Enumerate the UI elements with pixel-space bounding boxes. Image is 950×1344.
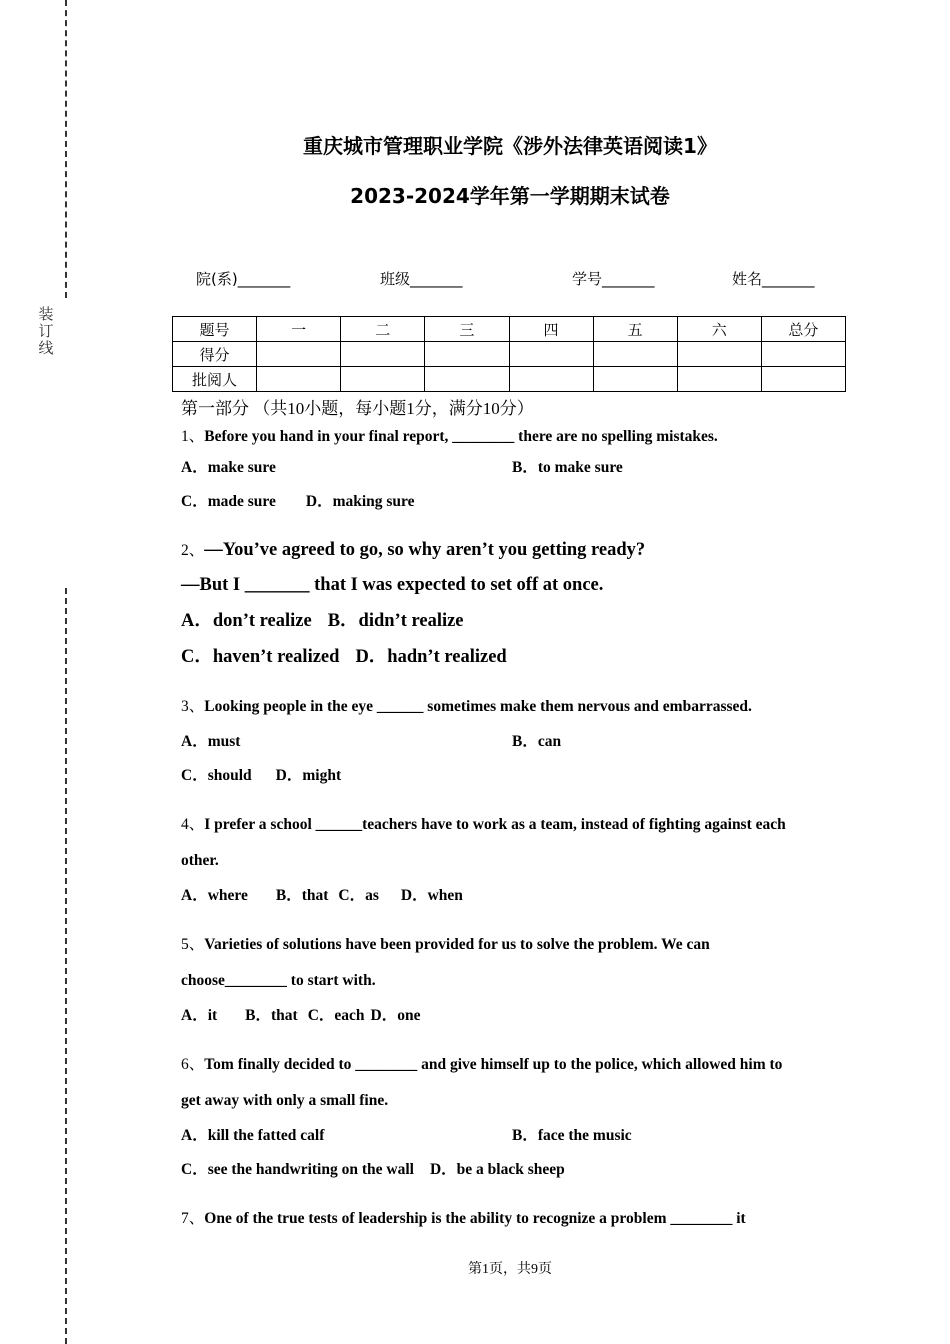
option-b: B．that xyxy=(275,887,329,904)
question-6 xyxy=(181,1047,841,1083)
question-number: 6、 xyxy=(181,1056,205,1073)
exam-title-line1: 重庆城市管理职业学院《涉外法律英语阅读1》 xyxy=(303,134,717,158)
option-d: D．making sure xyxy=(305,493,415,510)
page-footer: 第1页，共9页 xyxy=(468,1262,552,1277)
option-d: D．hadn’t realized xyxy=(355,647,507,667)
question-2 xyxy=(181,533,841,568)
question-5 xyxy=(181,927,841,963)
score-cell xyxy=(761,342,845,367)
option-d: D．be a black sheep xyxy=(429,1161,565,1178)
option-c: C．see the handwriting on the wall xyxy=(181,1161,414,1178)
question-4-cont: other. xyxy=(181,852,219,869)
score-cell xyxy=(593,342,677,367)
question-stem: Before you hand in your final report, ________ there are no spelling mistakes. xyxy=(204,428,718,445)
options-row xyxy=(181,485,841,519)
header-cell: 题号 xyxy=(173,317,257,342)
grader-cell xyxy=(593,367,677,392)
options-row xyxy=(181,1153,841,1187)
section-heading: 第一部分 （共10小题，每小题1分，满分10分） xyxy=(181,399,534,418)
option-b: B．to make sure xyxy=(512,459,623,476)
question-number: 2、 xyxy=(181,542,205,559)
question-stem: Tom finally decided to ________ and give himself up to the police, which allowed him to xyxy=(204,1056,783,1073)
options-row xyxy=(181,1119,841,1153)
grader-cell xyxy=(341,367,425,392)
question-number: 1、 xyxy=(181,428,205,445)
binding-label: 装订线 xyxy=(38,305,54,357)
option-a: A．where xyxy=(181,887,248,904)
score-cell xyxy=(425,342,509,367)
exam-content xyxy=(181,394,841,1237)
class-field: 班级_______ xyxy=(380,270,463,288)
question-stem: Looking people in the eye ______ sometimes make them nervous and embarrassed. xyxy=(204,698,752,715)
question-stem: One of the true tests of leadership is the ability to recognize a problem ________ it xyxy=(204,1210,746,1227)
question-7 xyxy=(181,1201,841,1237)
score-table-header xyxy=(173,317,846,342)
header-cell: 二 xyxy=(341,317,425,342)
question-2-line2: —But I _______ that I was expected to set off at once. xyxy=(181,575,604,595)
options-row xyxy=(181,759,841,793)
question-stem: Varieties of solutions have been provided for us to solve the problem. We can xyxy=(204,936,710,953)
option-c: C．should xyxy=(181,767,252,784)
question-stem: —You’ve agreed to go, so why aren’t you getting ready? xyxy=(204,540,646,560)
question-number: 4、 xyxy=(181,816,205,833)
student-info-row xyxy=(196,268,836,292)
question-6-cont: get away with only a small fine. xyxy=(181,1092,389,1109)
options-row xyxy=(181,999,841,1033)
binding-line-bottom xyxy=(65,588,67,1344)
row-label: 批阅人 xyxy=(173,367,257,392)
option-c: C．as xyxy=(338,887,379,904)
option-b: B．face the music xyxy=(512,1127,632,1144)
score-table xyxy=(172,316,846,392)
question-5-cont: choose________ to start with. xyxy=(181,972,376,989)
options-row xyxy=(181,639,841,675)
header-cell: 五 xyxy=(593,317,677,342)
score-cell xyxy=(509,342,593,367)
header-cell: 三 xyxy=(425,317,509,342)
option-b: B．didn’t realize xyxy=(327,611,464,631)
department-field: 院(系)_______ xyxy=(196,270,291,288)
grader-cell xyxy=(761,367,845,392)
name-field: 姓名_______ xyxy=(732,270,815,288)
question-number: 5、 xyxy=(181,936,205,953)
option-c: C．made sure xyxy=(181,493,276,510)
option-a: A．it xyxy=(181,1007,218,1024)
option-b: B．that xyxy=(245,1007,298,1024)
question-3 xyxy=(181,689,841,725)
exam-title-line2: 2023-2024学年第一学期期末试卷 xyxy=(350,184,670,208)
option-d: D．when xyxy=(400,887,463,904)
options-row xyxy=(181,603,841,639)
score-cell xyxy=(677,342,761,367)
student-id-field: 学号_______ xyxy=(572,270,655,288)
question-4 xyxy=(181,807,841,843)
question-number: 3、 xyxy=(181,698,205,715)
score-cell xyxy=(341,342,425,367)
grader-row xyxy=(173,367,846,392)
option-a: A．kill the fatted calf xyxy=(181,1127,325,1144)
header-cell: 六 xyxy=(677,317,761,342)
option-a: A．make sure xyxy=(181,459,276,476)
grader-cell xyxy=(677,367,761,392)
question-number: 7、 xyxy=(181,1210,205,1227)
score-cell xyxy=(257,342,341,367)
score-row xyxy=(173,342,846,367)
options-row xyxy=(181,725,841,759)
option-b: B．can xyxy=(512,733,562,750)
header-cell: 四 xyxy=(509,317,593,342)
grader-cell xyxy=(257,367,341,392)
grader-cell xyxy=(509,367,593,392)
header-cell: 总分 xyxy=(761,317,845,342)
option-a: A．don’t realize xyxy=(181,611,312,631)
option-c: C．each xyxy=(307,1007,365,1024)
options-row xyxy=(181,451,841,485)
question-stem: I prefer a school ______teachers have to work as a team, instead of fighting against each xyxy=(204,816,786,833)
option-d: D．one xyxy=(370,1007,421,1024)
option-a: A．must xyxy=(181,733,241,750)
option-d: D．might xyxy=(275,767,342,784)
header-cell: 一 xyxy=(257,317,341,342)
question-1 xyxy=(181,423,841,451)
options-row xyxy=(181,879,841,913)
option-c: C．haven’t realized xyxy=(181,647,340,667)
grader-cell xyxy=(425,367,509,392)
row-label: 得分 xyxy=(173,342,257,367)
